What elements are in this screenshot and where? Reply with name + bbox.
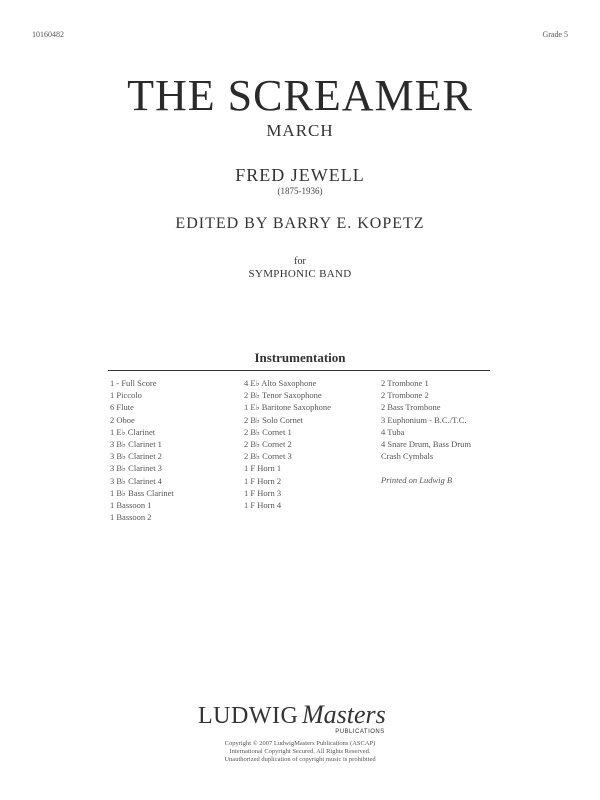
instrument-item: 2 Bass Trombone: [381, 402, 441, 413]
instrument-item: 1 - Full Score: [110, 378, 157, 388]
copyright-block: [0, 740, 600, 764]
instrument-item: 1 B♭ Bass Clarinet: [110, 487, 174, 498]
instrument-item: 2 B♭ Solo Cornet: [244, 414, 304, 425]
instrument-item: 2 B♭ Cornet 1: [244, 426, 292, 437]
instrumentation-column-3: [381, 377, 471, 487]
instrument-item: 2 Trombone 1: [381, 378, 429, 388]
instrument-item: 2 B♭ Tenor Saxophone: [244, 390, 322, 401]
instrument-item: 2 B♭ Cornet 2: [244, 439, 292, 450]
instrument-item: 4 Tuba: [381, 426, 405, 437]
for-label: for: [294, 256, 306, 267]
piece-title: THE SCREAMER: [127, 71, 473, 120]
editor-credit: EDITED BY BARRY E. KOPETZ: [175, 215, 425, 232]
instrument-item: 2 Trombone 2: [381, 390, 429, 401]
instrument-item: 1 F Horn 4: [244, 500, 282, 511]
publisher-logo: [0, 696, 600, 736]
instrument-item: 3 B♭ Clarinet 2: [110, 451, 162, 462]
instrument-item: 1 F Horn 2: [244, 475, 282, 486]
instrument-item: 1 F Horn 1: [244, 463, 282, 474]
printed-note: Printed on Ludwig B: [381, 475, 453, 486]
instrument-item: 1 Bassoon 2: [110, 512, 152, 523]
instrument-item: 4 Snare Drum, Bass Drum: [381, 439, 471, 450]
composer-dates: (1875-1936): [277, 186, 323, 196]
instrumentation-heading: Instrumentation: [254, 350, 346, 365]
ludwig-masters-logo: [190, 696, 410, 736]
composer-name: FRED JEWELL: [235, 165, 365, 185]
logo-word-masters: Masters: [302, 700, 386, 729]
catalog-number: 10160482: [32, 30, 64, 39]
instrumentation-rule: [108, 370, 490, 371]
piece-subtitle: MARCH: [266, 121, 334, 140]
instrument-item: 2 B♭ Cornet 3: [244, 451, 292, 462]
instrument-item: 3 B♭ Clarinet 4: [110, 475, 162, 486]
copyright-line: Unauthorized duplication of copyright music is prohibited: [224, 756, 376, 763]
ensemble-name: SYMPHONIC BAND: [248, 268, 352, 280]
grade-label: Grade 5: [542, 30, 568, 39]
instrument-item: Crash Cymbals: [381, 451, 434, 462]
instrument-item: 1 Piccolo: [110, 390, 142, 401]
logo-word-ludwig: LUDWIG: [198, 703, 299, 729]
logo-publications: PUBLICATIONS: [335, 729, 385, 735]
instrument-item: 3 Euphonium - B.C./T.C.: [381, 414, 467, 425]
instrument-item: 1 E♭ Baritone Saxophone: [244, 402, 331, 413]
instrument-item: 1 E♭ Clarinet: [110, 426, 156, 437]
instrument-item: 3 B♭ Clarinet 3: [110, 463, 162, 474]
instrument-item: 6 Flute: [110, 402, 134, 413]
instrument-item: 3 B♭ Clarinet 1: [110, 439, 162, 450]
instrument-item: 1 F Horn 3: [244, 487, 282, 498]
copyright-line: Copyright © 2007 LudwigMasters Publications (ASCAP): [224, 740, 376, 747]
instrument-item: 2 Oboe: [110, 414, 135, 425]
instrument-item: 4 E♭ Alto Saxophone: [244, 378, 317, 388]
copyright-line: International Copyright Secured. All Rights Reserved.: [229, 748, 371, 755]
instrument-item: 1 Bassoon 1: [110, 500, 152, 511]
instrumentation-column-2: [244, 377, 331, 511]
instrumentation-column-1: [110, 377, 174, 523]
